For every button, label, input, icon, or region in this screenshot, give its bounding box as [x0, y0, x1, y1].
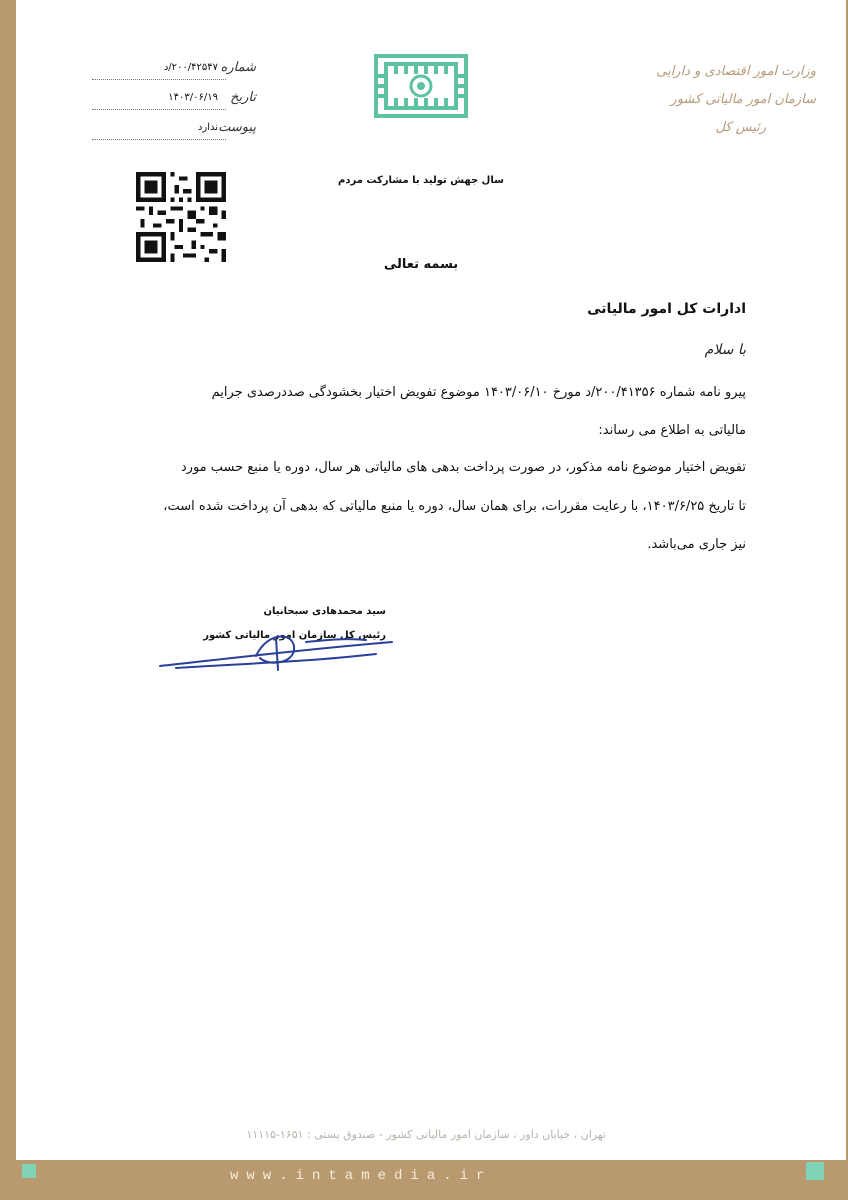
body-line-5: نیز جاری می‌باشد. [647, 537, 746, 552]
footer-band [0, 1160, 848, 1200]
body-line-3: تفویض اختیار موضوع نامه مذکور، در صورت پرداخت بدهی های مالیاتی هر سال، دوره یا منبع حسب مورد [180, 460, 746, 475]
left-corner-square [22, 1164, 36, 1178]
body-line-4: تا تاریخ ۱۴۰۳/۶/۲۵، با رعایت مقررات، برای همان سال، دوره یا منبع مالیاتی که بدهی آن پرداخت شده است، [163, 499, 746, 514]
number-value: ۲۰۰/۴۲۵۴۷/د [163, 62, 218, 73]
signatory-title: رئیس کل سازمان امور مالیاتی کشور [203, 630, 386, 641]
ministry-line-1: وزارت امور اقتصادی و دارایی [656, 64, 816, 79]
signatory-name: سید محمدهادی سبحانیان [263, 606, 386, 617]
body-line-1: پیرو نامه شماره ۲۰۰/۴۱۳۵۶/د مورخ ۱۴۰۳/۰۶/۱۰ موضوع تفویض اختیار بخشودگی صددرصدی جرایم [211, 385, 746, 400]
slogan: سال جهش تولید با مشارکت مردم [338, 175, 504, 186]
website-url: www.intamedia.ir [230, 1168, 493, 1184]
postal-address: تهران ، خیابان داور ، سازمان امور مالیاتی کشور - صندوق پستی : ۱۶۵۱-۱۱۱۱۵ [246, 1128, 606, 1141]
attachment-value: ندارد [197, 122, 218, 133]
ministry-line-2: سازمان امور مالیاتی کشور [670, 92, 816, 107]
addressee: ادارات کل امور مالیاتی [587, 301, 746, 317]
date-dotted-line [92, 109, 226, 110]
letter-page [16, 0, 846, 1160]
right-corner-square [806, 1162, 824, 1180]
ministry-header [596, 58, 816, 142]
body-line-2: مالیاتی به اطلاع می رساند: [598, 423, 746, 438]
handwritten-signature [156, 620, 396, 676]
attachment-dotted-line [92, 139, 226, 140]
attachment-row [86, 120, 256, 150]
invocation: بسمه تعالی [383, 257, 459, 272]
attachment-label: پیوست [218, 120, 256, 135]
date-label: تاریخ [230, 90, 256, 105]
number-label: شماره [220, 60, 256, 75]
greeting: با سلام [704, 342, 746, 358]
letter-meta [86, 60, 256, 150]
qr-code [129, 172, 233, 262]
tax-organization-logo [372, 52, 470, 120]
date-row [86, 90, 256, 120]
number-dotted-line [92, 79, 226, 80]
ministry-line-3: رئیس کل [715, 120, 766, 135]
date-value: ۱۴۰۳/۰۶/۱۹ [168, 92, 218, 103]
number-row [86, 60, 256, 90]
